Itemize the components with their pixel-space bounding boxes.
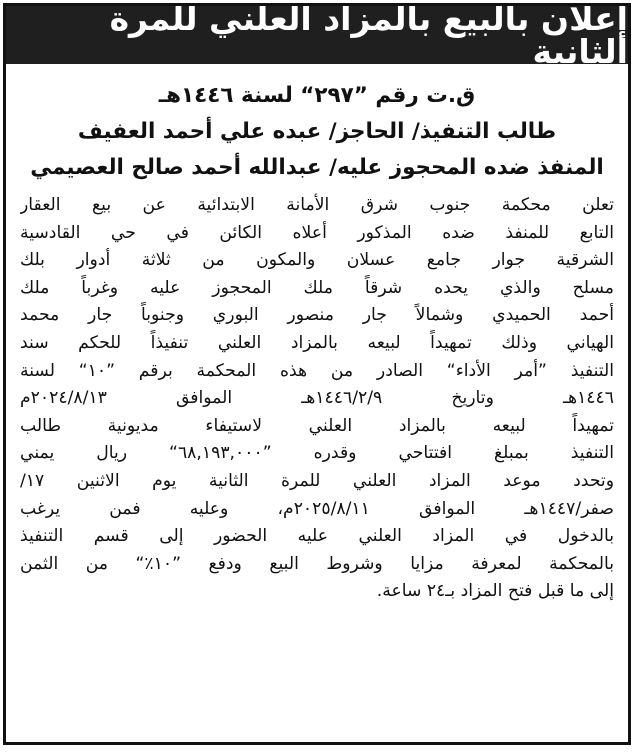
body-line: بالمحكمة لمعرفة مزايا وشروط البيع ودفع ”١٠٪“ من الثمن xyxy=(20,553,614,574)
body-line: أحمد الحميدي وشمالاً جار منصور البوري وجنوباً جار محمد xyxy=(20,305,614,326)
body-line: الهياني وذلك تمهيداً لبيعه بالمزاد العلني تنفيذاً للحكم سند xyxy=(20,332,614,353)
body-line: بالدخول في المزاد العلني عليه الحضور إلى قسم التنفيذ xyxy=(20,526,614,547)
body-line: تمهيداً لبيعه بالمزاد العلني لاستيفاء مديونية طالب xyxy=(20,415,614,436)
seized-party: المنفذ ضده المحجوز عليه/ عبدالله أحمد صالح العصيمي xyxy=(30,155,604,180)
notice-header-block xyxy=(6,64,628,190)
auction-notice xyxy=(3,3,631,745)
notice-title: إعلان بالبيع بالمزاد العلني للمرة الثانية xyxy=(6,6,628,64)
enforcement-applicant: طالب التنفيذ/ الحاجز/ عبده علي أحمد العفيف xyxy=(77,119,557,144)
body-line: الشرقية جوار جامع عسلان والمكون من ثلاثة أدوار بلك xyxy=(20,250,614,271)
body-line: تعلن محكمة جنوب شرق الأمانة الابتدائية عن بيع العقار xyxy=(20,195,614,215)
body-line: مسلح والذي يحده شرقاً ملك المحجوز عليه وغرباً ملك xyxy=(20,277,614,298)
body-line: صفر/١٤٤٧هـ الموافق ٢٠٢٥/٨/١١م، وعليه فمن يرغب xyxy=(20,498,614,519)
body-line: التنفيذ ”أمر الأداء“ الصادر من هذه المحكمة برقم ”١٠“ لسنة xyxy=(20,360,614,381)
body-line: التنفيذ بمبلغ افتتاحي وقدره ”٦٨,١٩٣,٠٠٠“ ريال يمني xyxy=(20,443,614,464)
body-line: ١٤٤٦هـ وتاريخ ١٤٤٦/٢/٩هـ الموافق ٢٠٢٤/٨/١٣م xyxy=(20,388,614,409)
body-line-last: إلى ما قبل فتح المزاد بـ٢٤ ساعة. xyxy=(376,581,614,602)
notice-body xyxy=(6,190,628,606)
case-number: ق.ت رقم ”٢٩٧“ لسنة ١٤٤٦هـ xyxy=(158,83,476,108)
body-line: وتحدد موعد المزاد العلني للمرة الثانية يوم الاثنين ١٧/ xyxy=(20,470,614,491)
body-line: التابع للمنفذ ضده المذكور أعلاه الكائن في حي القادسية xyxy=(20,222,614,243)
